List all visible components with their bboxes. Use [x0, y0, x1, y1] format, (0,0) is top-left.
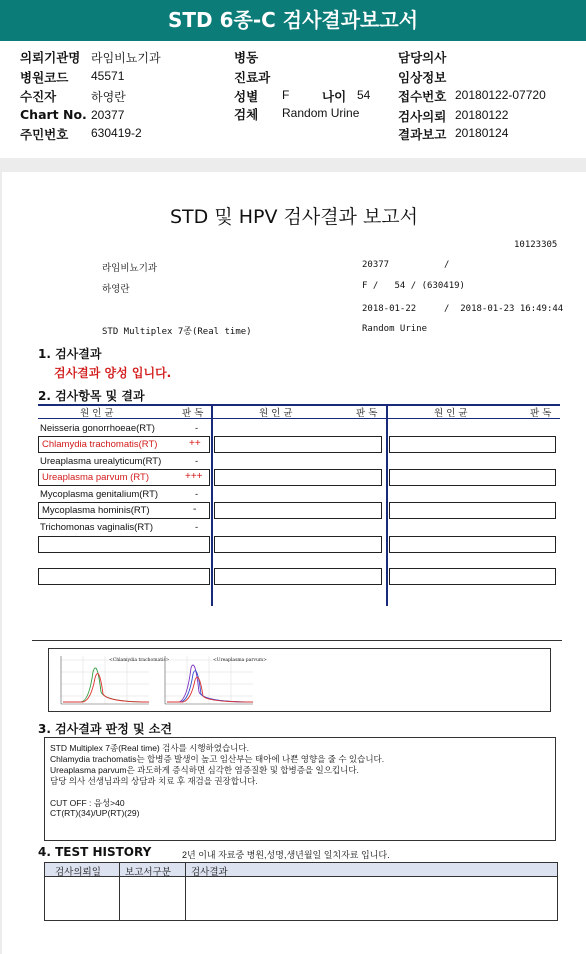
- pathogen-name: Trichomonas vaginalis(RT): [40, 522, 153, 533]
- report-specimen: Random Urine: [362, 324, 428, 334]
- patient-info-panel: [0, 41, 586, 158]
- ward-label: 병동: [234, 50, 259, 65]
- pathogen-name: Ureaplasma urealyticum(RT): [40, 456, 162, 467]
- history-column-header: 검사의뢰일: [55, 867, 101, 878]
- pathogen-result: -: [193, 504, 197, 515]
- history-divider: [119, 863, 120, 920]
- column-header-judgement: 판 독: [356, 408, 378, 419]
- pathogen-name: Mycoplasma hominis(RT): [42, 505, 150, 516]
- institution-value: 라임비뇨기과: [91, 51, 161, 65]
- history-note: 2년 이내 자료중 병원,성명,생년월일 일치자료 입니다.: [182, 850, 390, 860]
- amplification-graphs: [48, 648, 551, 712]
- institution-label: 의뢰기관명: [20, 50, 81, 65]
- section-4-heading: 4. TEST HISTORY: [38, 845, 152, 859]
- pathogen-result: -: [195, 489, 199, 500]
- pathogen-result: -: [195, 456, 199, 467]
- date-from: 2018-01-22: [362, 304, 417, 314]
- empty-row: [214, 436, 382, 453]
- pathogen-name: Mycoplasma genitalium(RT): [40, 489, 159, 500]
- table-row: [38, 502, 210, 519]
- request-date-value: 20180122: [455, 108, 509, 122]
- pathogen-result: -: [195, 423, 199, 434]
- pathogen-name: Neisseria gonorrhoeae(RT): [40, 423, 155, 434]
- empty-row: [214, 568, 382, 585]
- pathogen-result: ++: [189, 438, 201, 449]
- empty-row: [389, 536, 556, 553]
- empty-row: [214, 502, 382, 519]
- table-row: [40, 522, 210, 537]
- pathogen-result: -: [195, 522, 199, 533]
- chart-no-value: 20377: [91, 108, 125, 122]
- graph-ureaplasma: [157, 652, 267, 708]
- page-title: STD 6종-C 검사결과보고서: [0, 0, 586, 41]
- hospital-code-value: 45571: [91, 69, 125, 83]
- sex-age: F / 54 / (630419): [362, 281, 465, 291]
- report-title: STD 및 HPV 검사결과 보고서: [169, 206, 419, 228]
- positive-result-text: 검사결과 양성 입니다.: [54, 366, 172, 380]
- report-document[interactable]: [2, 172, 586, 954]
- column-header-pathogen: 원 인 균: [434, 408, 468, 419]
- hospital-code-label: 병원코드: [20, 70, 69, 85]
- sex-label: 성별: [234, 89, 259, 104]
- opinion-line: CT(RT)(34)/UP(RT)(29): [50, 808, 140, 818]
- column-header-judgement: 판 독: [530, 408, 552, 419]
- pathogen-name: Ureaplasma parvum (RT): [42, 472, 149, 483]
- history-column-header: 보고서구분: [125, 867, 171, 878]
- separator: /: [444, 260, 450, 270]
- table-top-rule: [38, 404, 560, 406]
- clinic-name: 라임비뇨기과: [102, 263, 158, 274]
- rrn-value: 630419-2: [91, 126, 142, 140]
- patient-value: 하영란: [91, 90, 126, 104]
- sex-value: F: [282, 88, 290, 102]
- pathogen-result: +++: [185, 471, 203, 482]
- column-header-pathogen: 원 인 균: [80, 408, 114, 419]
- doctor-label: 담당의사: [398, 50, 447, 65]
- opinion-line: Chlamydia trachomatis는 합병증 발생이 높고 임산부는 태아에 나쁜 영향을 줄 수 있습니다.: [50, 754, 385, 764]
- empty-row: [214, 469, 382, 486]
- date-to: / 2018-01-23 16:49:44: [444, 304, 564, 314]
- empty-row: [389, 436, 556, 453]
- graph-label: <Ureaplasma parvum>: [213, 658, 267, 663]
- table-divider-2: [386, 404, 388, 606]
- amplification-curve-chart: [53, 652, 170, 708]
- patient-label: 수진자: [20, 89, 57, 104]
- separator-rule: [32, 640, 562, 641]
- age-value: 54: [357, 88, 371, 102]
- clinical-info-label: 임상정보: [398, 70, 447, 85]
- specimen-value: Random Urine: [282, 106, 360, 120]
- amplification-curve-chart: [157, 652, 267, 708]
- table-header-rule: [38, 418, 560, 419]
- table-divider-1: [211, 404, 213, 606]
- document-number: 10123305: [514, 240, 558, 250]
- empty-row: [389, 502, 556, 519]
- opinion-line: 담당 의사 선생님과의 상담과 치료 후 재검을 권장합니다.: [50, 776, 258, 786]
- empty-row: [389, 469, 556, 486]
- section-1-heading: 1. 검사결과: [38, 347, 102, 361]
- report-date-label: 결과보고: [398, 127, 447, 142]
- graph-label: <Chlamydia trachomatis>: [109, 658, 170, 663]
- specimen-label: 검체: [234, 107, 259, 122]
- pathogen-name: Chlamydia trachomatis(RT): [42, 439, 158, 450]
- history-header: [45, 863, 557, 877]
- receipt-no-label: 접수번호: [398, 89, 447, 104]
- patient-name: 하영란: [102, 284, 130, 295]
- opinion-line: CUT OFF : 음성>40: [50, 798, 125, 808]
- section-2-heading: 2. 검사항목 및 결과: [38, 389, 145, 403]
- empty-row: [38, 568, 210, 585]
- opinion-line: Ureaplasma parvum은 과도하게 증식하면 심각한 염증질환 및 합병증을 일으킵니다.: [50, 765, 359, 775]
- report-date-value: 20180124: [455, 126, 509, 140]
- age-label: 나이: [322, 89, 347, 104]
- opinion-box: [44, 737, 556, 841]
- history-table: [44, 862, 558, 921]
- rrn-label: 주민번호: [20, 127, 69, 142]
- column-header-judgement: 판 독: [182, 408, 204, 419]
- test-name: STD Multiplex 7종(Real time): [102, 327, 252, 337]
- department-label: 진료과: [234, 70, 271, 85]
- receipt-no-value: 20180122-07720: [455, 88, 546, 102]
- history-column-header: 검사결과: [191, 867, 228, 878]
- graph-chlamydia: [53, 652, 170, 708]
- chart-number: 20377: [362, 260, 390, 270]
- history-divider: [185, 863, 186, 920]
- section-3-heading: 3. 검사결과 판정 및 소견: [38, 722, 172, 736]
- opinion-line: STD Multiplex 7종(Real time) 검사를 시행하였습니다.: [50, 743, 249, 753]
- table-row-highlighted: [38, 469, 210, 486]
- chart-no-label: Chart No.: [20, 107, 87, 122]
- request-date-label: 검사의뢰: [398, 109, 447, 124]
- column-header-pathogen: 원 인 균: [259, 408, 293, 419]
- table-row-highlighted: [38, 436, 210, 453]
- empty-row: [389, 568, 556, 585]
- empty-row: [214, 536, 382, 553]
- empty-row: [38, 536, 210, 553]
